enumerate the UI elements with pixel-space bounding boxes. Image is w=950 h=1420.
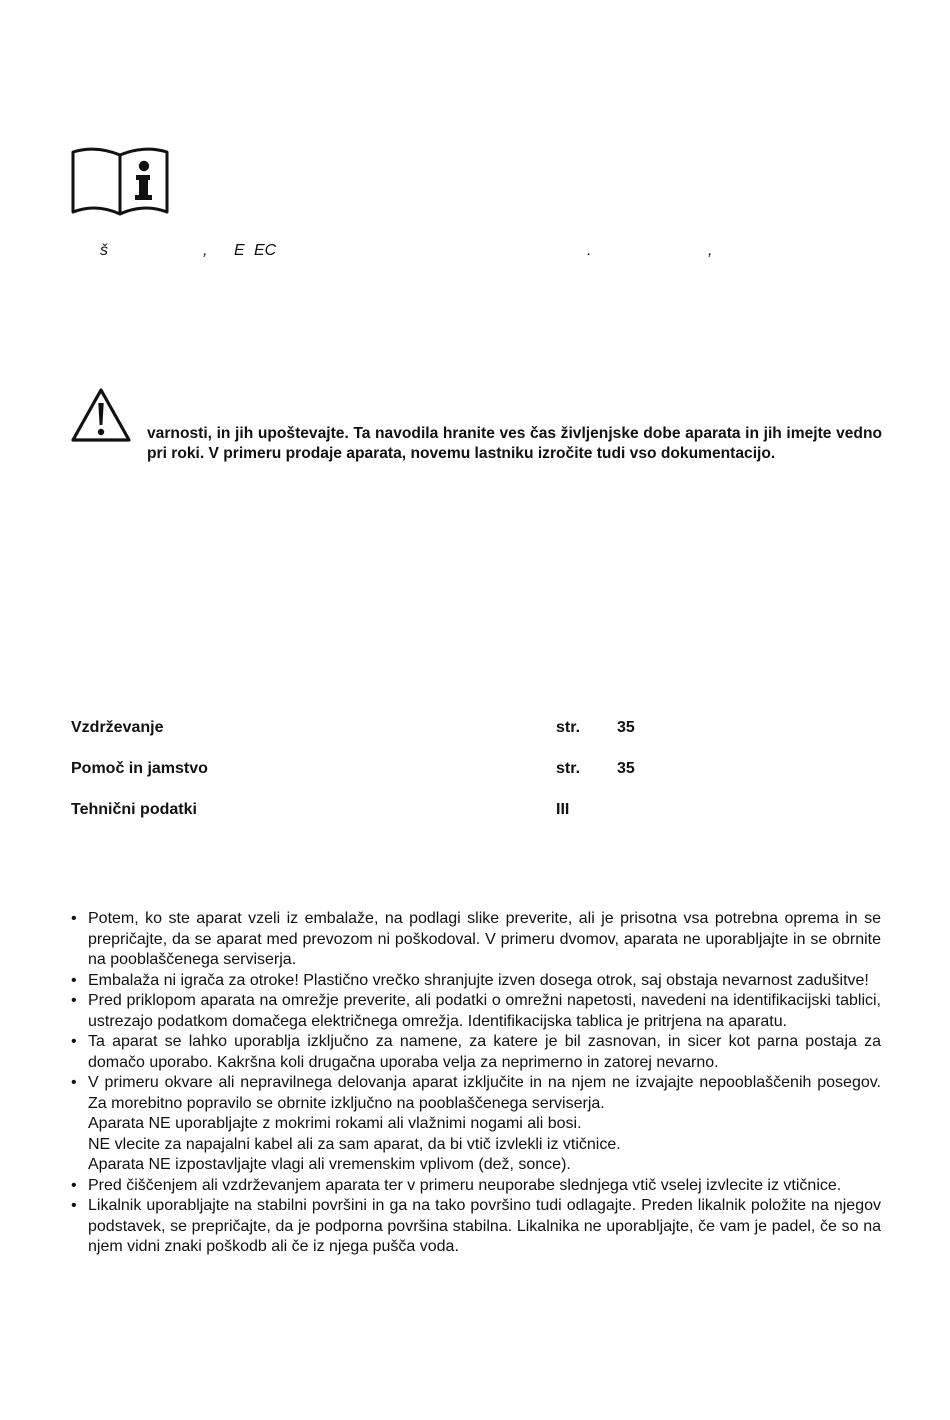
warning-text: varnosti, in jih upoštevajte. Ta navodila hranite ves čas življenjske dobe aparata in jih imejte vedno pri roki. V primeru prodaje aparata, novemu lastniku izročite tudi vso dokumentacijo. <box>147 425 882 462</box>
intro-fragment: . <box>587 242 592 259</box>
intro-fragment: š <box>100 242 108 259</box>
safety-instructions-list <box>71 909 881 1258</box>
intro-fragment: , <box>708 242 713 259</box>
toc-row <box>71 799 671 821</box>
intro-fragment: E <box>234 242 245 259</box>
list-item: • Embalaža ni igrača za otroke! Plastično vrečko shranjujte izven dosega otrok, saj obstaja nevarnost zadušitve! <box>71 971 869 989</box>
list-item-text: Likalnik uporabljajte na stabilni površini in ga na tako površino tudi odlagajte. Preden likalnik položite na njegov podstavek, se prepričajte, da je podporna površina stabilna. Likalnika ne uporabljajte, če vam je padel, če so na njem vidni znaki poškodb ali če iz njega pušča voda. <box>88 1197 881 1255</box>
list-item: • Pred priklopom aparata na omrežje preverite, ali podatki o omrežni napetosti, navedeni na identifikacijski tablici, ustrezajo podatkom domačega električnega omrežja. Identifikacijska tablica je pritrjena na aparatu. <box>71 992 881 1030</box>
list-item-text: Ta aparat se lahko uporablja izključno za namene, za katere je bil zasnovan, in sicer kot parna postaja za domačo uporabo. Kakršna koli drugačna uporaba velja za neprimerno in zatorej nevarno. <box>88 1033 881 1071</box>
toc-row <box>71 758 671 780</box>
list-item: • Potem, ko ste aparat vzeli iz embalaže, na podlagi slike preverite, ali je prisotna vsa potrebna oprema in se prepričajte, da se aparat med prevozom ni poškodoval. V primeru dvomov, aparata ne uporabljajte in se obrnite na pooblaščenega serviserja. <box>71 910 881 968</box>
read-instructions-icon <box>70 146 170 218</box>
list-item-text: Embalaža ni igrača za otroke! Plastično vrečko shranjujte izven dosega otrok, saj obstaja nevarnost zadušitve! <box>88 971 869 989</box>
toc-label: Pomoč in jamstvo <box>71 760 208 777</box>
list-item-subline: NE vlecite za napajalni kabel ali za sam aparat, da bi vtič izvlekli iz vtičnice. <box>88 1135 621 1153</box>
toc-label: Vzdrževanje <box>71 719 164 736</box>
list-item: • Pred čiščenjem ali vzdrževanjem aparata ter v primeru neuporabe slednjega vtič vselej izvlecite iz vtičnice. <box>71 1176 842 1194</box>
toc-page-prefix: str. <box>556 760 581 777</box>
intro-fragment: , <box>203 242 208 259</box>
intro-fragment: EC <box>254 242 277 259</box>
toc-label: Tehnični podatki <box>71 801 197 818</box>
list-item-subline: Aparata NE izpostavljajte vlagi ali vremenskim vplivom (dež, sonce). <box>88 1156 571 1173</box>
list-item-text: Pred priklopom aparata na omrežje preverite, ali podatki o omrežni napetosti, navedeni na identifikacijski tablici, ustrezajo podatkom domačega električnega omrežja. Identifikacijska tablica je pritrjena na aparatu. <box>88 992 881 1030</box>
toc-page-prefix: str. <box>556 719 581 736</box>
list-item: • Likalnik uporabljajte na stabilni površini in ga na tako površino tudi odlagajte. Preden likalnik položite na njegov podstavek, se prepričajte, da je podporna površina stabilna. Likalnika ne uporabljajte, če vam je padel, če so na njem vidni znaki poškodb ali če iz njega pušča voda. <box>71 1197 881 1255</box>
toc-page-number: 35 <box>617 760 635 777</box>
list-item-text: Pred čiščenjem ali vzdrževanjem aparata ter v primeru neuporabe slednjega vtič vselej izvlecite iz vtičnice. <box>88 1176 842 1194</box>
toc-page-number: 35 <box>617 719 635 736</box>
list-item-text: V primeru okvare ali nepravilnega delovanja aparat izključite in na njem ne izvajajte nepooblaščenih posegov. Za morebitno popravilo se obrnite izključno na pooblaščenega serviserja. <box>88 1074 881 1112</box>
warning-triangle-icon <box>70 387 132 443</box>
list-item-subline: Aparata NE uporabljajte z mokrimi rokami ali vlažnimi nogami ali bosi. <box>88 1115 582 1132</box>
list-item-text: Potem, ko ste aparat vzeli iz embalaže, na podlagi slike preverite, ali je prisotna vsa potrebna oprema in se prepričajte, da se aparat med prevozom ni poškodoval. V primeru dvomov, aparata ne uporabljajte in se obrnite na pooblaščenega serviserja. <box>88 910 881 968</box>
toc-page-number: III <box>556 801 570 818</box>
toc-row <box>71 717 671 739</box>
list-item: • Ta aparat se lahko uporablja izključno za namene, za katere je bil zasnovan, in sicer kot parna postaja za domačo uporabo. Kakršna koli drugačna uporaba velja za neprimerno in zatorej nevarno. <box>71 1033 881 1071</box>
list-item: • V primeru okvare ali nepravilnega delovanja aparat izključite in na njem ne izvajajte nepooblaščenih posegov. Za morebitno popravilo se obrnite izključno na pooblaščenega serviserja. Aparata NE uporabljajte z mokrimi rokami ali vlažnimi nogami ali bosi. NE vlecite za napajalni kabel ali za sam aparat, da bi vtič izvlekli iz vtičnice. Aparata NE izpostavljajte vlagi ali vremenskim vplivom (dež, sonce). <box>71 1073 881 1176</box>
